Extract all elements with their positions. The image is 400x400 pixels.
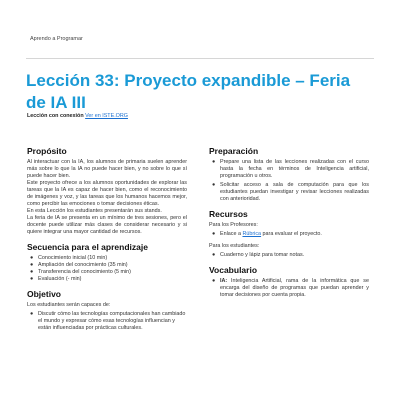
- bullet-icon: ●: [30, 269, 34, 275]
- list-item: [27, 255, 187, 262]
- bullet-icon: ●: [30, 262, 34, 268]
- secuencia-heading: Secuencia para el aprendizaje: [27, 242, 148, 252]
- bullet-icon: ●: [212, 278, 216, 284]
- header-label: Aprendo a Programar: [30, 36, 83, 42]
- bullet-icon: ●: [30, 276, 34, 282]
- vocabulario-heading: Vocabulario: [209, 265, 258, 275]
- estudiantes-label: Para los estudiantes:: [209, 243, 260, 249]
- rubrica-link[interactable]: Rúbrica: [242, 231, 262, 237]
- profesores-list: [209, 231, 369, 238]
- connection-line: [27, 113, 128, 119]
- left-column: [27, 146, 187, 338]
- estudiantes-list: [209, 252, 369, 259]
- list-item: [27, 269, 187, 276]
- list-item: [209, 278, 369, 299]
- list-item-text: Evaluación (- min): [38, 276, 82, 282]
- list-item-text: para evaluar el proyecto.: [261, 231, 322, 237]
- objetivo-list: [27, 311, 187, 332]
- secuencia-list: [27, 255, 187, 283]
- proposito-section: [27, 146, 187, 236]
- list-item-text: Conocimiento inicial (10 min): [38, 255, 108, 261]
- bullet-icon: ●: [30, 311, 34, 317]
- vocab-term: IA:: [220, 278, 228, 284]
- objetivo-heading: Objetivo: [27, 289, 62, 299]
- list-item-text: Solicitar acceso a sala de computación para que los estudiantes puedan investigar y revisar lecciones realizadas con anterioridad.: [220, 182, 369, 202]
- vocab-definition: Inteligencia Artificial, rama de la informática que se encarga del diseño de programas que puedan aprender y tomar decisiones por cuenta propia.: [220, 278, 369, 298]
- preparacion-section: [209, 146, 369, 203]
- list-item: [27, 311, 187, 332]
- list-item: [209, 231, 369, 238]
- preparacion-list: [209, 159, 369, 203]
- objetivo-section: [27, 289, 187, 332]
- iste-link[interactable]: Ver en ISTE.ORG: [85, 113, 128, 119]
- bullet-icon: ●: [212, 159, 216, 165]
- preparacion-heading: Preparación: [209, 146, 259, 156]
- list-item-text: Discutir cómo las tecnologías computacionales han cambiado el mundo y expresar cómo esas tecnologías influencian y están influenciadas por prácticas culturales.: [38, 311, 186, 331]
- list-item-text: Transferencia del conocimiento (5 min): [38, 269, 131, 275]
- proposito-paragraph: Al interactuar con la IA, los alumnos de primaria suelen aprender más sobre lo que la IA no puede hacer bien, y no sobre lo que sí puede hacer bien.: [27, 159, 187, 179]
- list-item: [209, 159, 369, 180]
- objetivo-intro: Los estudiantes serán capaces de:: [27, 302, 111, 308]
- list-item-text: Ampliación del conocimiento (35 min): [38, 262, 128, 268]
- proposito-paragraph: Este proyecto ofrece a los alumnos oportunidades de explorar las tareas que la IA es capaz de hacer bien, como el reconocimiento de imágenes y voz, y las tareas que los humanos hacemos mejor, como percibir las emociones o tomar decisiones éticas.: [27, 180, 187, 207]
- secuencia-section: [27, 242, 187, 283]
- right-column: [209, 146, 369, 305]
- list-item-text: Cuaderno y lápiz para tomar notas.: [220, 252, 305, 258]
- recursos-section: [209, 209, 369, 259]
- proposito-heading: Propósito: [27, 146, 67, 156]
- recursos-heading: Recursos: [209, 209, 248, 219]
- vocabulario-list: [209, 278, 369, 299]
- bullet-icon: ●: [212, 252, 216, 258]
- proposito-paragraph: En esta Lección los estudiantes presentarán sus stands.: [27, 208, 162, 214]
- list-item: [27, 262, 187, 269]
- list-item: [209, 252, 369, 259]
- list-item-text: Enlace a: [220, 231, 243, 237]
- page-title: Lección 33: Proyecto expandible – Feria de IA III: [26, 71, 351, 112]
- vocabulario-section: [209, 265, 369, 299]
- header-divider: [26, 58, 374, 59]
- list-item: [209, 182, 369, 203]
- connection-label: Lección con conexión: [27, 113, 84, 119]
- bullet-icon: ●: [212, 231, 216, 237]
- list-item: [27, 276, 187, 283]
- bullet-icon: ●: [30, 255, 34, 261]
- list-item-text: Prepare una lista de las lecciones realizadas con el curso hasta la fecha en términos de Inteligencia artificial, programación u otros.: [220, 159, 369, 179]
- profesores-label: Para los Profesores:: [209, 222, 258, 228]
- bullet-icon: ●: [212, 182, 216, 188]
- proposito-paragraph: La feria de IA se presenta en un mínimo de tres sesiones, pero el docente puede utilizar más clases de considerar necesario y si quiere integrar una mayor cantidad de recursos.: [27, 215, 187, 235]
